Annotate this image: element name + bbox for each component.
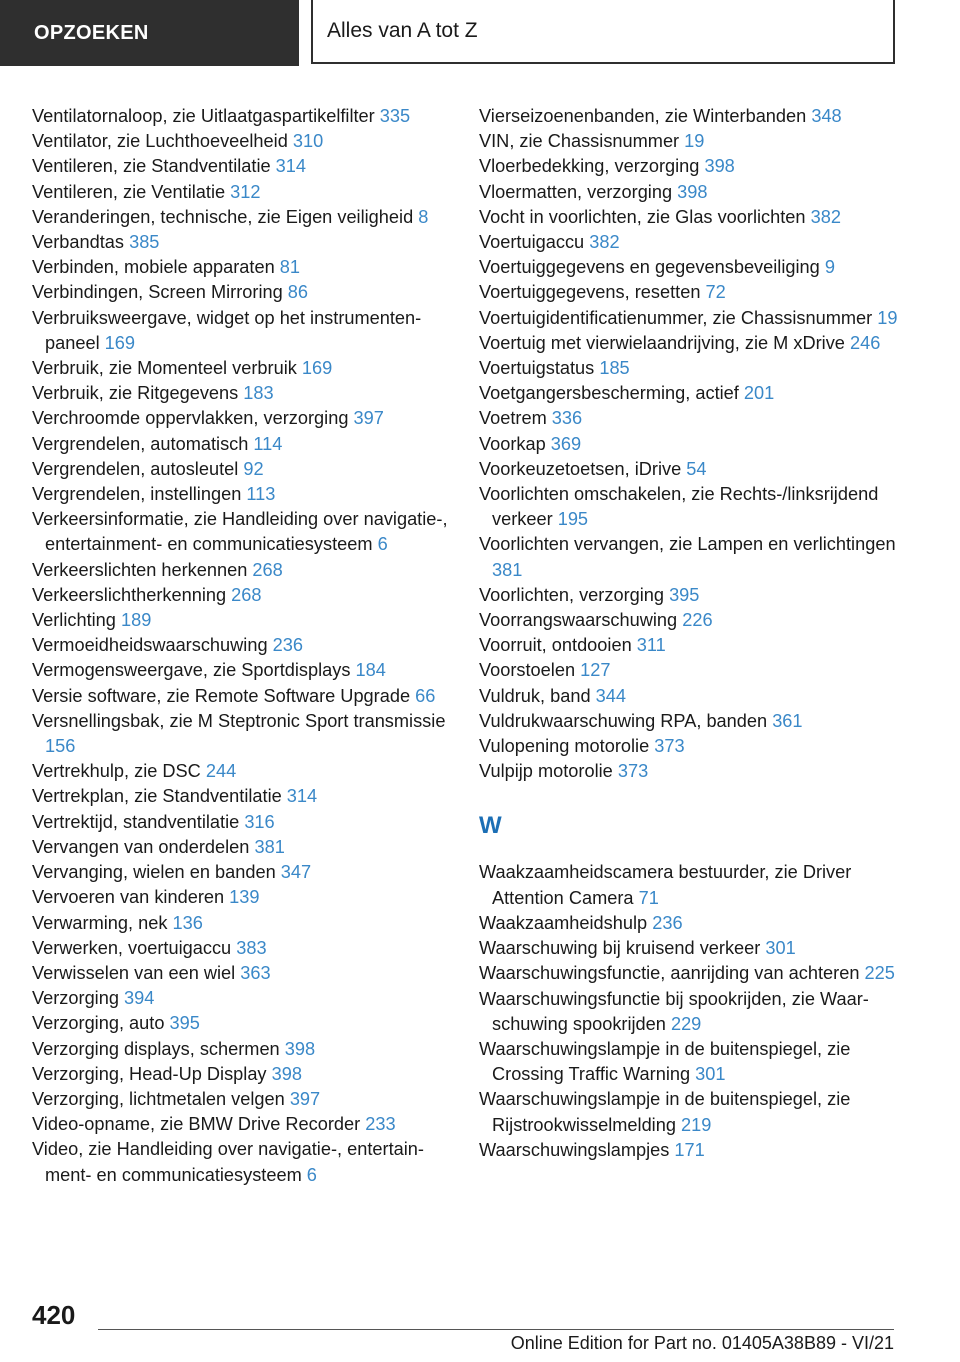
index-entry-text: Vuldrukwaarschuwing RPA, banden [479,710,773,731]
page-link[interactable]: 310 [292,131,324,152]
index-entry [479,1087,909,1137]
index-entry [32,1037,462,1062]
page-link[interactable]: 156 [45,736,76,757]
index-entry [479,583,909,608]
page-link[interactable]: 9 [824,257,835,278]
index-entry-text: Verkeerslichtherkenning [32,584,232,605]
index-entry [479,280,909,305]
page-link[interactable]: 169 [104,332,136,353]
page-link[interactable]: 385 [129,232,160,253]
page-link[interactable]: 185 [599,358,630,379]
page-link[interactable]: 397 [353,408,384,429]
page-link[interactable]: 311 [636,635,666,656]
page-link[interactable]: 381 [492,559,523,580]
index-entry-text: Ventilatornaloop, zie Uitlaatgaspartikelfilter [32,106,380,126]
page-link[interactable]: 335 [379,106,411,126]
page-link[interactable]: 127 [580,660,611,681]
index-entry [32,633,462,658]
index-entry [479,936,909,961]
index-entry [479,987,909,1037]
index-entry [479,658,909,683]
page-link[interactable]: 398 [704,156,735,177]
page-link[interactable]: 113 [246,484,276,505]
index-entry-text: Vergrendelen, instellingen [32,484,247,505]
page-link[interactable]: 66 [415,685,436,706]
index-entry-text: Versie software, zie Remote Software Upgrade [32,685,416,706]
page-link[interactable]: 6 [306,1164,317,1185]
index-entry-text: Ventileren, zie Standventilatie [32,156,276,177]
index-entry-text: Vertrektijd, standventilatie [32,811,245,832]
index-entry [32,432,462,457]
index-entry [479,1138,909,1163]
page-link[interactable]: 314 [275,156,307,177]
index-entry-text: Waakzaamheidshulp [479,912,653,933]
index-entry [32,381,462,406]
index-entry [479,482,909,532]
index-entry [479,205,909,230]
index-entry [32,255,462,280]
index-entry [32,658,462,683]
index-entry [479,331,909,356]
index-entry-text: Voorkeuzetoetsen, iDrive [479,458,687,479]
page-link[interactable]: 398 [271,1063,302,1084]
page-link[interactable]: 398 [677,181,708,202]
index-entry [479,532,909,582]
index-entry [479,1037,909,1087]
page-link[interactable]: 169 [301,358,333,379]
index-entry-text: Video, zie Handleiding over navigatie-, entertainment- en communicatiesysteem [32,1139,424,1185]
index-entry-text: Waarschuwingslampje in de buitenspiegel, zie Rijstrookwisselmelding [479,1089,851,1135]
index-entry [32,406,462,431]
page-link[interactable]: 373 [617,761,649,782]
page-link[interactable]: 233 [365,1114,396,1135]
index-column-left [32,104,462,1188]
index-entry-text: Voertuigstatus [479,358,600,379]
page-link[interactable]: 219 [681,1114,712,1135]
index-entry [32,860,462,885]
index-entry-text: Verzorging, lichtmetalen velgen [32,1088,290,1109]
index-entry-text: Voorstoelen [479,660,581,681]
index-entry [479,255,909,280]
page-link[interactable]: 373 [654,736,685,757]
index-entry [32,784,462,809]
index-entry-text: VIN, zie Chassisnummer [479,131,685,152]
page-link[interactable]: 183 [243,383,274,404]
index-column-right [479,104,909,1163]
index-entry-text: Verkeerslichten herkennen [32,559,253,580]
index-entry-text: Veranderingen, technische, zie Eigen veiligheid [32,206,419,227]
index-entry-text: Voorlichten omschakelen, zie Rechts-/linksrijdend verkeer [479,484,879,530]
page-link[interactable]: 301 [695,1064,726,1085]
index-entry-text: Vulopening motorolie [479,736,655,757]
section-tab-lookup[interactable]: OPZOEKEN [0,0,299,66]
index-entry [479,356,909,381]
index-entry-text: Waakzaamheidscamera bestuurder, zie Driver Attention Camera [479,862,852,908]
index-entry-text: Voetrem [479,408,552,429]
index-entry [32,482,462,507]
page-link[interactable]: 394 [124,988,155,1009]
index-entry [32,684,462,709]
index-entry-text: Verlichting [32,610,121,631]
page-link[interactable]: 363 [240,962,271,983]
index-entry-text: Video-opname, zie BMW Drive Recorder [32,1114,366,1135]
index-group-w [479,860,909,1162]
index-entry [32,356,462,381]
index-entry-text: Waarschuwing bij kruisend verkeer [479,938,766,959]
index-entry-text: Voertuigidentificatienummer, zie Chassisnummer [479,307,878,328]
index-entry [32,306,462,356]
page-link[interactable]: 348 [811,106,842,126]
page-header [0,0,960,66]
index-entry [479,154,909,179]
index-entry-text: Vloermatten, verzorging [479,181,678,202]
page-link[interactable]: 195 [557,509,589,530]
index-entry-text: Verzorging, auto [32,1013,170,1034]
index-entry [32,1062,462,1087]
page-link[interactable]: 382 [589,232,620,253]
page-link[interactable]: 54 [686,458,707,479]
index-entry-text: Voorlichten vervangen, zie Lampen en verlichtingen [479,534,896,555]
index-entry-text: Vermoeidheidswaarschuwing [32,635,273,656]
page-link[interactable]: 398 [284,1038,316,1059]
index-entry-text: Vervoeren van kinderen [32,887,230,908]
chapter-title: Alles van A tot Z [311,0,895,64]
index-entry-text: Verbindingen, Screen Mirroring [32,282,288,303]
index-entry-text: Vocht in voorlichten, zie Glas voorlichten [479,206,811,227]
index-entry [32,961,462,986]
page-link[interactable]: 72 [705,282,726,303]
index-entry [32,709,462,759]
page-number: 420 [32,1300,76,1330]
index-entry-text: Verzorging, Head-Up Display [32,1063,272,1084]
index-entry-text: Vermogensweergave, zie Sportdisplays [32,660,356,681]
index-entry-text: Vergrendelen, automatisch [32,433,254,454]
page-link[interactable]: 184 [355,660,386,681]
page-link[interactable]: 6 [377,534,388,555]
index-entry-text: Verbruik, zie Ritgegevens [32,383,244,404]
index-group-v [479,104,909,784]
index-entry [479,381,909,406]
index-entry [32,1137,462,1187]
index-entry [479,180,909,205]
index-entry [479,432,909,457]
index-entry-text: Voertuiggegevens, resetten [479,282,706,303]
index-entry [32,608,462,633]
index-entry [32,835,462,860]
index-entry-text: Vertrekplan, zie Standventilatie [32,786,287,807]
page-link[interactable]: 81 [279,257,300,278]
index-entry-text: Verkeersinformatie, zie Handleiding over navigatie-, entertainment- en communicatiesysteem [32,509,448,555]
index-entry [479,457,909,482]
index-entry-text: Vergrendelen, autosleutel [32,458,244,479]
page-link[interactable]: 201 [743,383,775,404]
index-entry [479,230,909,255]
index-entry [479,306,909,331]
index-entry [32,104,462,129]
index-entry-text: Waarschuwingsfunctie bij spookrijden, zie Waarschuwing spookrijden [479,988,869,1034]
index-entry-text: Vertrekhulp, zie DSC [32,761,206,782]
page-link[interactable]: 369 [550,433,582,454]
index-entry [32,507,462,557]
index-entry [32,885,462,910]
index-entry [479,911,909,936]
page-link[interactable]: 244 [205,761,237,782]
index-entry-text: Verbruiksweergave, widget op het instrumentenpaneel [32,307,422,353]
index-entry-text: Verwarming, nek [32,912,173,933]
page-link[interactable]: 246 [849,332,881,353]
footer-edition: Online Edition for Part no. 01405A38B89 - VI/21 [510,1333,894,1353]
index-entry-text: Vervanging, wielen en banden [32,862,281,883]
page-link[interactable]: 344 [595,685,626,706]
page-link[interactable]: 361 [772,710,803,731]
index-entry-text: Verzorging [32,988,125,1009]
index-entry [32,583,462,608]
index-entry-text: Voetgangersbescherming, actief [479,383,744,404]
index-entry [32,936,462,961]
page-link[interactable]: 236 [652,912,683,933]
index-entry-text: Versnellingsbak, zie M Steptronic Sport transmissie [32,710,446,731]
index-entry [32,129,462,154]
page-link[interactable]: 71 [638,887,659,908]
index-entry [479,759,909,784]
index-entry [32,230,462,255]
index-entry-text: Verwerken, voertuigaccu [32,937,237,958]
page-link[interactable]: 382 [810,206,841,227]
page-link[interactable]: 139 [229,887,260,908]
page-link[interactable]: 383 [236,937,267,958]
index-entry [32,810,462,835]
index-entry-text: Vulpijp motorolie [479,761,618,782]
index-entry [32,180,462,205]
index-entry-text: Ventilator, zie Luchthoeveelheid [32,131,293,152]
index-entry-text: Verzorging displays, schermen [32,1038,285,1059]
index-entry-text: Vervangen van onderdelen [32,836,255,857]
page-link[interactable]: 225 [864,963,895,984]
index-entry-text: Verbandtas [32,232,130,253]
index-entry-text: Verbruik, zie Momenteel verbruik [32,358,302,379]
page-link[interactable]: 136 [172,912,203,933]
page-link[interactable]: 229 [670,1013,702,1034]
index-letter-heading: W [479,812,502,840]
index-entry-text: Voertuiggegevens en gegevensbeveiliging [479,257,825,278]
index-entry [479,734,909,759]
index-entry [479,633,909,658]
page-link[interactable]: 268 [231,584,262,605]
index-entry-text: Waarschuwingslampjes [479,1139,675,1160]
index-entry-text: Voorlichten, verzorging [479,584,670,605]
index-entry [479,709,909,734]
index-entry [479,406,909,431]
page-link[interactable]: 19 [877,307,898,328]
index-entry-text: Ventileren, zie Ventilatie [32,181,231,202]
page-link[interactable]: 397 [289,1088,321,1109]
index-entry-text: Voorrangswaarschuwing [479,610,683,631]
index-entry [32,457,462,482]
index-entry-text: Voertuigaccu [479,232,590,253]
index-entry [32,1112,462,1137]
page-link[interactable]: 171 [674,1139,705,1160]
page-link[interactable]: 86 [287,282,309,303]
index-entry [32,558,462,583]
page-link[interactable]: 312 [230,181,261,202]
index-entry-text: Waarschuwingslampje in de buitenspiegel, zie Crossing Traffic Warning [479,1038,851,1085]
footer-divider [98,1329,894,1330]
page-link[interactable]: 189 [120,610,152,631]
index-entry [32,280,462,305]
page-link[interactable]: 316 [244,811,275,832]
index-entry [32,154,462,179]
page-link[interactable]: 92 [243,458,264,479]
index-entry [479,129,909,154]
page-link[interactable]: 301 [765,938,796,959]
index-entry-text: Verchroomde oppervlakken, verzorging [32,408,354,429]
index-entry [479,104,909,129]
page-link[interactable]: 314 [286,786,318,807]
index-entry-text: Verwisselen van een wiel [32,962,241,983]
index-entry [32,986,462,1011]
index-entry-text: Voertuig met vierwielaandrijving, zie M xDrive [479,332,850,353]
page-link[interactable]: 19 [684,131,705,152]
page-link[interactable]: 381 [254,836,285,857]
page-link[interactable]: 226 [682,610,713,631]
page-link[interactable]: 395 [669,584,700,605]
page-link[interactable]: 336 [551,408,583,429]
index-entry [32,759,462,784]
index-entry [479,608,909,633]
index-entry-text: Vierseizoenenbanden, zie Winterbanden [479,106,812,126]
page-link[interactable]: 8 [418,206,429,227]
index-entry [32,1087,462,1112]
index-entry-text: Voorkap [479,433,551,454]
page-link[interactable]: 114 [253,433,283,454]
page-link[interactable]: 236 [272,635,303,656]
index-entry-text: Waarschuwingsfunctie, aanrijding van achteren [479,963,865,984]
index-entry [479,961,909,986]
index-entry-text: Verbinden, mobiele apparaten [32,257,280,278]
page-link[interactable]: 347 [280,862,312,883]
index-entry-text: Vuldruk, band [479,685,596,706]
index-entry [479,684,909,709]
page-link[interactable]: 395 [169,1013,200,1034]
index-entry [32,1011,462,1036]
index-entry-text: Voorruit, ontdooien [479,635,637,656]
page-link[interactable]: 268 [252,559,283,580]
index-entry [479,860,909,910]
index-entry [32,205,462,230]
index-entry [32,911,462,936]
index-entry-text: Vloerbedekking, verzorging [479,156,705,177]
